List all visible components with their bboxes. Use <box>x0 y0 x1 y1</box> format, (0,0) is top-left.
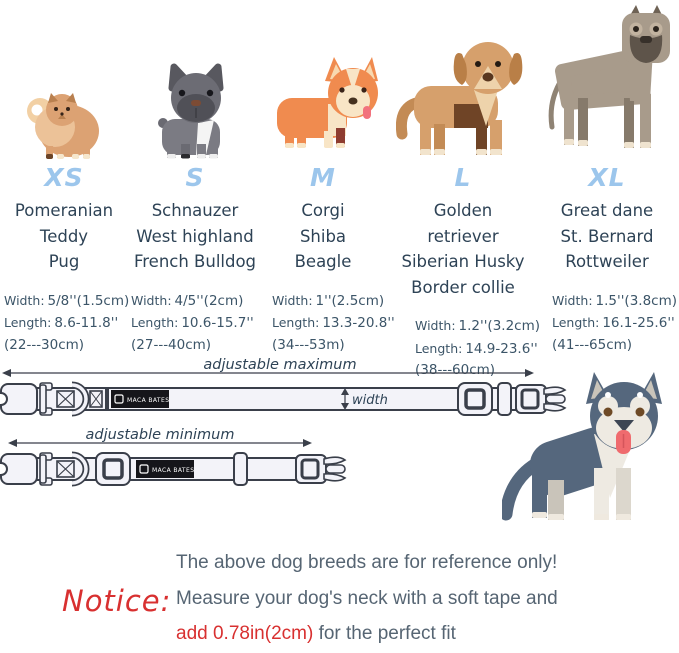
breed-list-m <box>258 198 388 275</box>
range-spec: (41---65cm) <box>552 336 633 353</box>
breed-name: Shiba <box>299 226 347 246</box>
size-label-s: S <box>185 163 205 192</box>
width-spec <box>415 315 540 338</box>
width-label: Width: <box>272 292 313 308</box>
width-spec <box>131 290 262 313</box>
breed-name: Teddy <box>39 226 89 246</box>
great-dane-illustration <box>546 5 676 165</box>
length-spec <box>552 312 678 335</box>
breed-name: Siberian Husky <box>401 252 525 271</box>
breed-name: West highland <box>136 226 254 246</box>
arrowhead-left-icon <box>2 369 11 377</box>
buckle-notch <box>0 393 7 405</box>
length-value: 14.9-23.6'' <box>465 340 538 357</box>
width-value: 1.2''(3.2cm) <box>458 318 540 334</box>
width-label: Width: <box>552 292 593 308</box>
notice-line-2: Measure your dog's neck with a soft tape and <box>176 588 558 609</box>
corgi-illustration <box>276 56 378 166</box>
size-column-s <box>128 164 262 356</box>
length-label: Length: <box>131 315 179 330</box>
width-spec <box>552 290 678 313</box>
french-bulldog-icon <box>146 63 234 161</box>
notice-highlight: add 0.78in(2cm) <box>176 623 314 644</box>
breed-list-s <box>128 198 262 275</box>
size-column-xs <box>0 164 128 356</box>
width-value: 1''(2.5cm) <box>315 292 385 309</box>
breed-name: Great dane <box>560 201 654 220</box>
spec-block-xs <box>0 290 128 357</box>
size-column-l <box>396 163 540 382</box>
size-column-xl <box>536 164 678 356</box>
width-label: Width: <box>415 318 456 333</box>
breed-list-l <box>396 198 530 300</box>
length-value: 16.1-25.6'' <box>602 315 675 331</box>
divider-bar <box>105 388 109 410</box>
length-value: 10.6-15.7'' <box>181 315 254 331</box>
french-bulldog-illustration <box>146 63 234 165</box>
breed-name: French Bulldog <box>133 252 257 271</box>
spec-block-xl <box>536 290 678 357</box>
size-label-m: M <box>310 163 336 192</box>
spec-block-s <box>128 290 262 357</box>
husky-illustration <box>502 368 674 540</box>
length-spec <box>4 312 128 335</box>
length-label: Length: <box>4 315 52 330</box>
prong-center <box>326 465 345 473</box>
range-spec: (22---30cm) <box>4 336 85 353</box>
size-label-xl: XL <box>588 163 626 192</box>
arrowhead-left-icon <box>8 439 17 447</box>
breed-name: Golden retriever <box>427 201 499 246</box>
length-value: 13.3-20.8'' <box>322 315 395 331</box>
breed-name: St. Bernard <box>560 226 654 246</box>
breed-name: Beagle <box>294 252 352 271</box>
buckle-bar <box>40 455 46 483</box>
width-value: 4/5''(2cm) <box>174 292 244 309</box>
brand-name: MACA BATES <box>127 397 170 404</box>
width-value: 5/8''(1.5cm) <box>47 292 130 309</box>
pomeranian-icon <box>24 84 106 162</box>
range-spec: (38---60cm) <box>415 362 496 378</box>
width-dimension-label: width <box>352 393 388 408</box>
brand-name: MACA BATES <box>152 467 195 474</box>
breed-name: Border collie <box>411 277 515 297</box>
size-label-l: L <box>454 163 472 192</box>
adjustable-minimum-label: adjustable minimum <box>85 427 235 443</box>
notice-heading: Notice: <box>62 584 172 618</box>
length-value: 8.6-11.8'' <box>54 315 119 331</box>
breed-list-xs <box>0 198 128 275</box>
breed-name: Corgi <box>301 201 345 220</box>
notice-line-3 <box>176 623 456 645</box>
buckle-bar <box>40 385 46 413</box>
notice-line-3-rest: for the perfect fit <box>313 623 456 644</box>
tri-glide-slider <box>96 453 130 485</box>
golden-retriever-illustration <box>396 40 534 166</box>
width-value: 1.5''(3.8cm) <box>595 292 677 309</box>
spec-block-m <box>258 290 395 357</box>
length-label: Length: <box>415 340 463 356</box>
strap-loop <box>234 453 247 485</box>
length-label: Length: <box>552 315 600 330</box>
length-label: Length: <box>272 315 320 330</box>
golden-retriever-icon <box>396 40 534 162</box>
width-label: Width: <box>131 292 172 308</box>
collar-diagram-minimum <box>0 427 380 499</box>
prong-bottom <box>324 474 345 481</box>
arrowhead-right-icon <box>303 439 312 447</box>
breed-name: Pomeranian <box>14 201 114 220</box>
husky-icon <box>502 368 674 536</box>
breed-name: Pug <box>48 252 80 271</box>
tri-glide-slider <box>458 383 492 415</box>
notice-line-1: The above dog breeds are for reference only! <box>176 552 558 573</box>
buckle-notch <box>0 463 7 475</box>
length-spec <box>272 312 395 335</box>
size-label-xs: XS <box>44 163 84 192</box>
range-spec: (27---40cm) <box>131 336 212 353</box>
width-label: Width: <box>4 292 45 308</box>
corgi-icon <box>276 56 378 162</box>
range-spec: (34---53m) <box>272 336 345 353</box>
width-spec <box>4 290 128 313</box>
pomeranian-illustration <box>24 84 106 166</box>
breed-name: Schnauzer <box>151 201 239 220</box>
prong-top <box>324 457 345 464</box>
length-spec <box>131 312 262 335</box>
breed-list-xl <box>536 198 678 275</box>
breed-name: Rottweiler <box>565 252 649 271</box>
great-dane-icon <box>546 5 676 161</box>
adjustable-maximum-label: adjustable maximum <box>203 357 357 373</box>
size-column-m <box>258 163 395 356</box>
width-spec <box>272 290 388 313</box>
